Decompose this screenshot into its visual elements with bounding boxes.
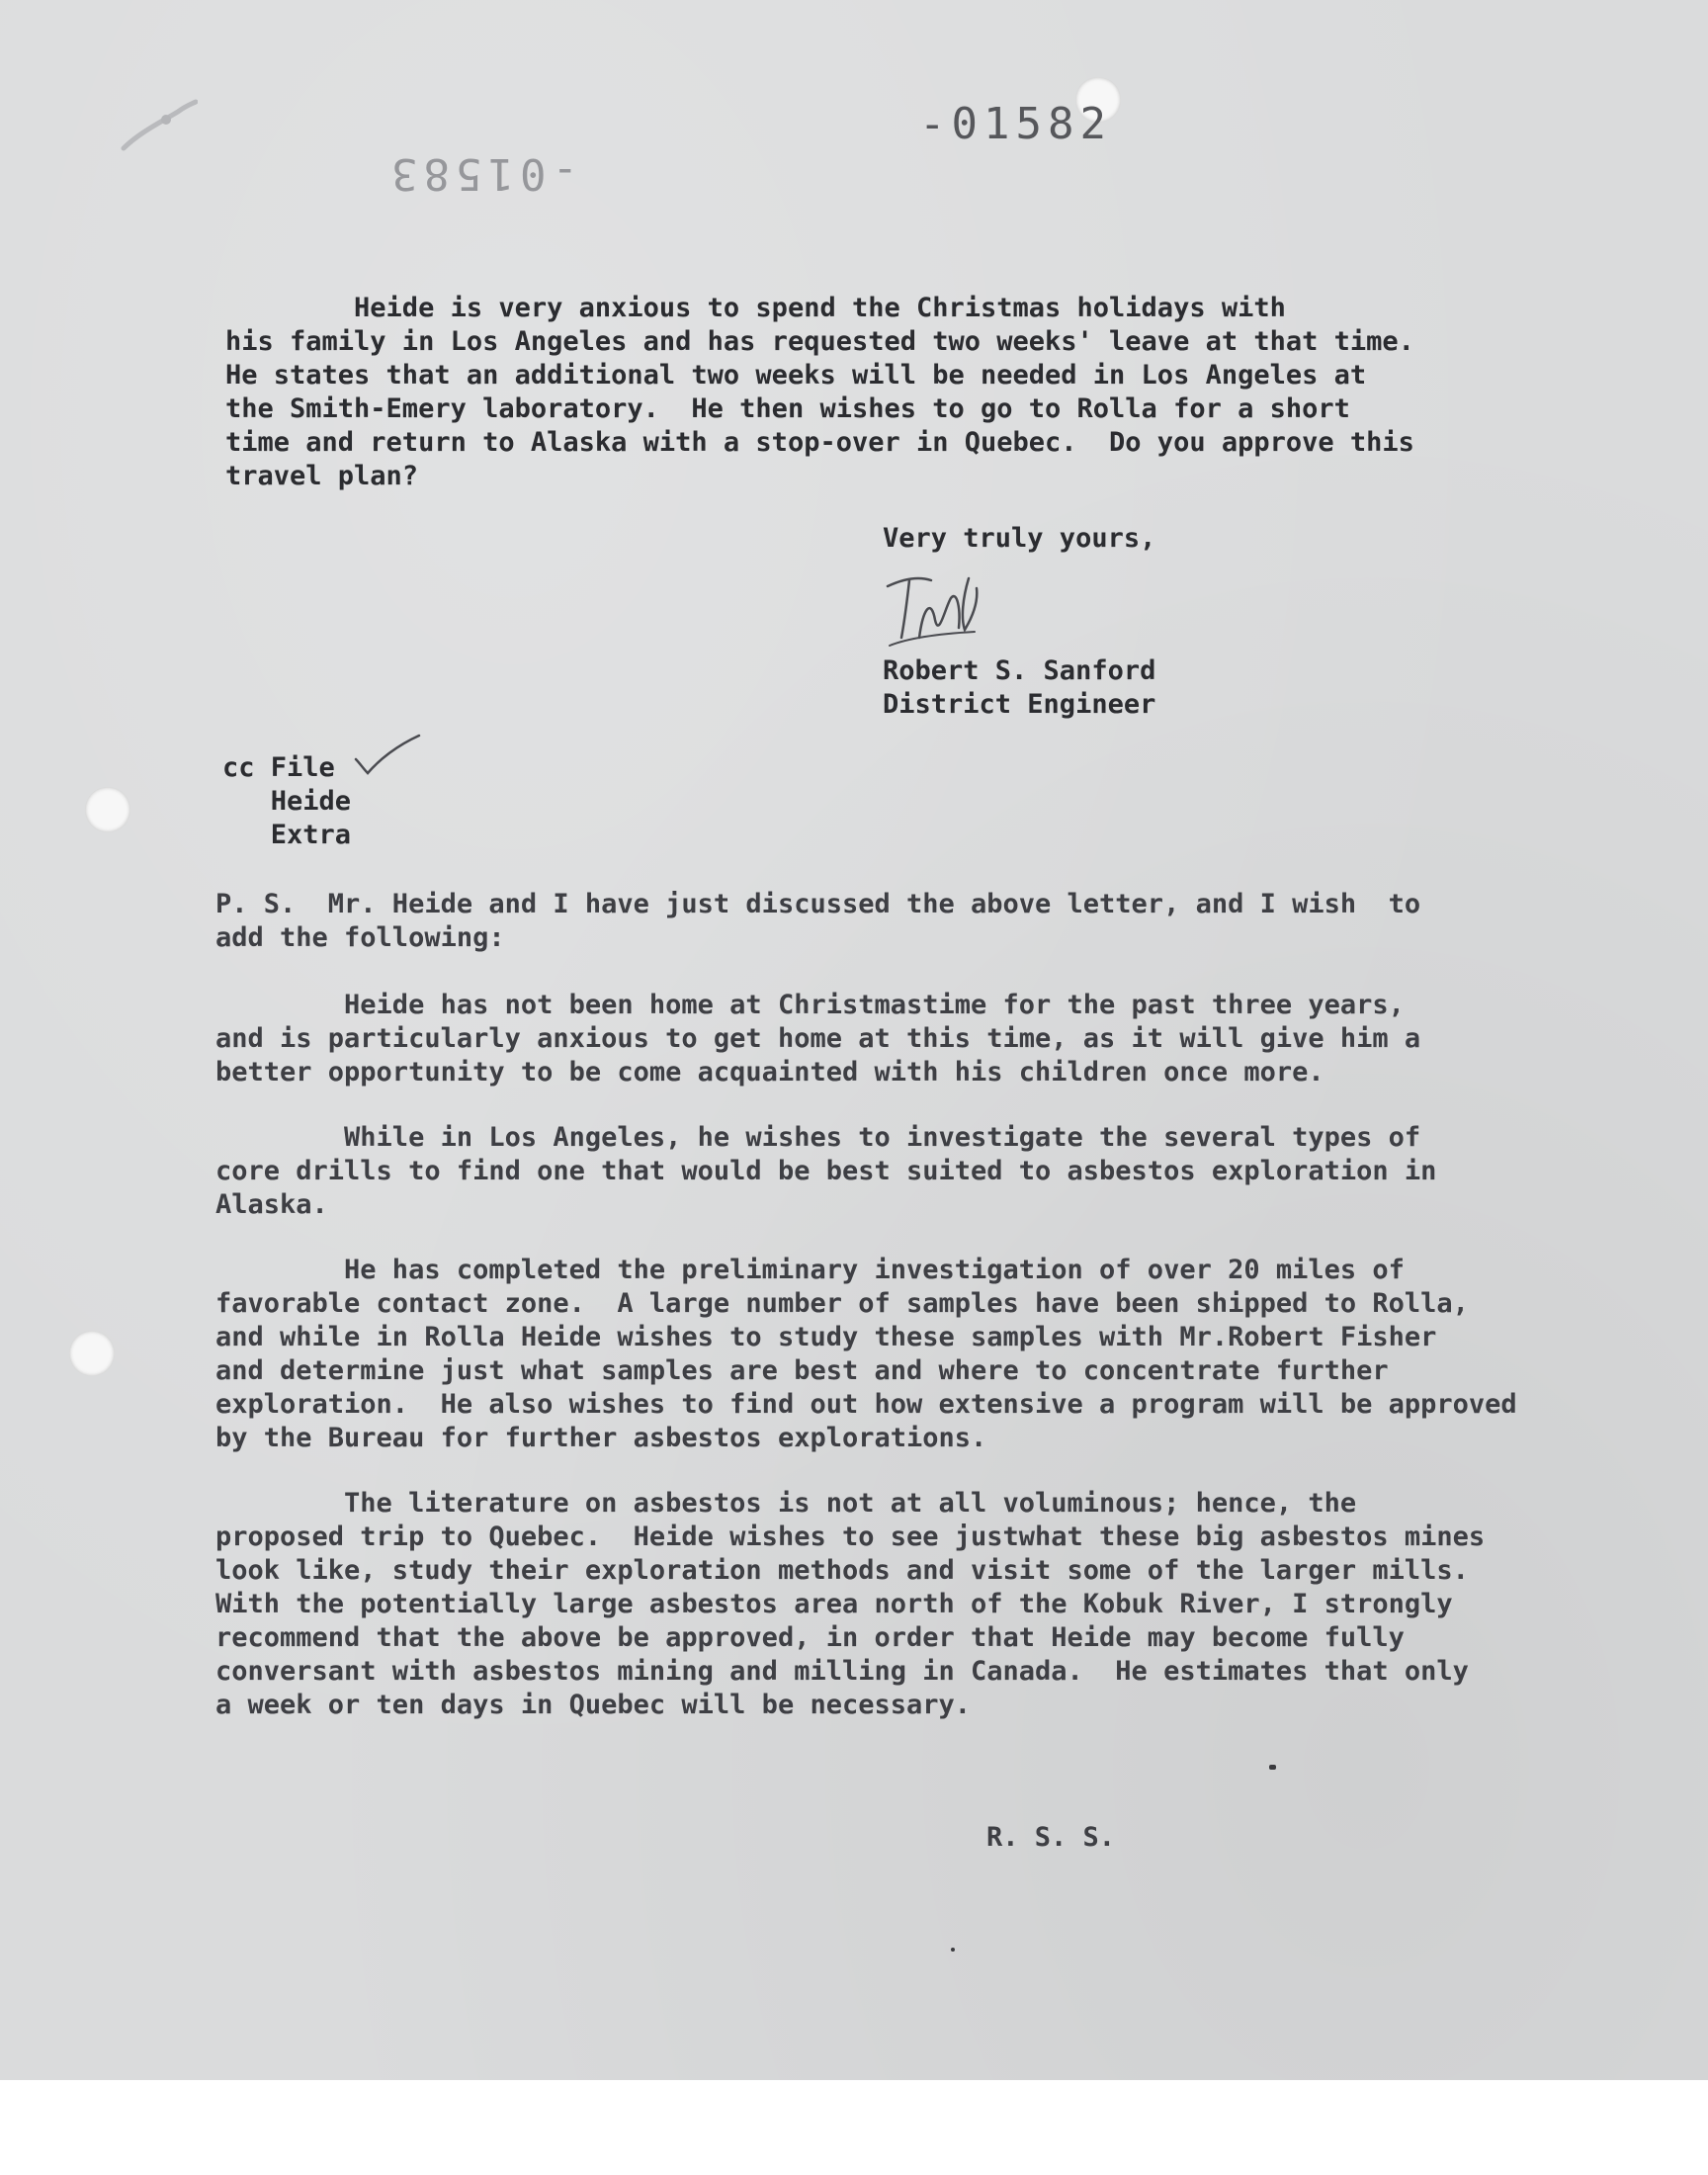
cc-item: Extra — [222, 820, 352, 850]
handwritten-signature — [880, 568, 1008, 648]
text-line: and while in Rolla Heide wishes to study these samples with Mr.Robert Fisher — [215, 1322, 1437, 1352]
text-line: Alaska. — [215, 1189, 328, 1220]
text-line: The literature on asbestos is not at all voluminous; hence, the — [215, 1488, 1357, 1519]
text-line: He has completed the preliminary investigation of over 20 miles of — [215, 1255, 1405, 1285]
text-line: recommend that the above be approved, in order that Heide may become fully — [215, 1622, 1405, 1653]
text-line: proposed trip to Quebec. Heide wishes to see justwhat these big asbestos mines — [215, 1522, 1486, 1552]
cc-item: cc File — [222, 752, 335, 783]
signer-title: District Engineer — [883, 689, 1156, 720]
carbon-copy-list — [222, 751, 351, 852]
text-line: core drills to find one that would be best suited to asbestos exploration in — [215, 1156, 1437, 1186]
text-line: Heide has not been home at Christmastime for the past three years, — [215, 990, 1405, 1020]
text-line: and is particularly anxious to get home at this time, as it will give him a — [215, 1023, 1421, 1054]
text-line: a week or ten days in Quebec will be necessary. — [215, 1690, 972, 1720]
text-line: his family in Los Angeles and has requested two weeks' leave at that time. — [225, 326, 1414, 357]
postscript-paragraph — [215, 1121, 1436, 1222]
text-line: exploration. He also wishes to find out how extensive a program will be approved — [215, 1389, 1517, 1420]
text-line: time and return to Alaska with a stop-over in Quebec. Do you approve this — [225, 427, 1414, 458]
text-line: With the potentially large asbestos area north of the Kobuk River, I strongly — [215, 1589, 1453, 1619]
postscript-initials: R. S. S. — [986, 1822, 1116, 1853]
text-line: travel plan? — [225, 461, 419, 491]
stray-ink-dot — [1269, 1765, 1276, 1770]
text-line: by the Bureau for further asbestos explorations. — [215, 1423, 987, 1453]
punch-hole-lower — [69, 1331, 115, 1376]
text-line: He states that an additional two weeks will be needed in Los Angeles at — [225, 360, 1367, 391]
check-mark-icon — [352, 734, 421, 775]
text-line: and determine just what samples are best and where to concentrate further — [215, 1355, 1389, 1386]
text-line: favorable contact zone. A large number of samples have been shipped to Rolla, — [215, 1288, 1469, 1319]
cc-item: Heide — [222, 786, 352, 817]
document-number-stamp-bleedthrough: -01583 — [385, 148, 578, 199]
document-number-stamp: -01582 — [919, 99, 1112, 149]
text-line: Heide is very anxious to spend the Christmas holidays with — [225, 293, 1286, 323]
ink-smudge — [119, 94, 198, 153]
stray-ink-dot — [951, 1948, 955, 1952]
text-line: look like, study their exploration methods and visit some of the larger mills. — [215, 1555, 1469, 1586]
postscript-paragraph — [215, 989, 1420, 1089]
signer-name: Robert S. Sanford — [883, 655, 1156, 686]
signature-block — [883, 654, 1155, 722]
text-line: add the following: — [215, 922, 505, 953]
punch-hole-middle — [85, 787, 130, 832]
text-line: better opportunity to be come acquainted with his children once more. — [215, 1057, 1324, 1088]
postscript-paragraph — [215, 1254, 1517, 1455]
text-line: While in Los Angeles, he wishes to investigate the several types of — [215, 1122, 1421, 1153]
postscript-paragraph — [215, 1487, 1485, 1722]
letter-paragraph — [225, 292, 1414, 493]
text-line: the Smith-Emery laboratory. He then wishes to go to Rolla for a short — [225, 393, 1350, 424]
text-line: conversant with asbestos mining and milling in Canada. He estimates that only — [215, 1656, 1469, 1687]
postscript-intro — [215, 888, 1420, 955]
text-line: P. S. Mr. Heide and I have just discussed the above letter, and I wish to — [215, 889, 1421, 919]
complimentary-closing: Very truly yours, — [883, 523, 1156, 554]
